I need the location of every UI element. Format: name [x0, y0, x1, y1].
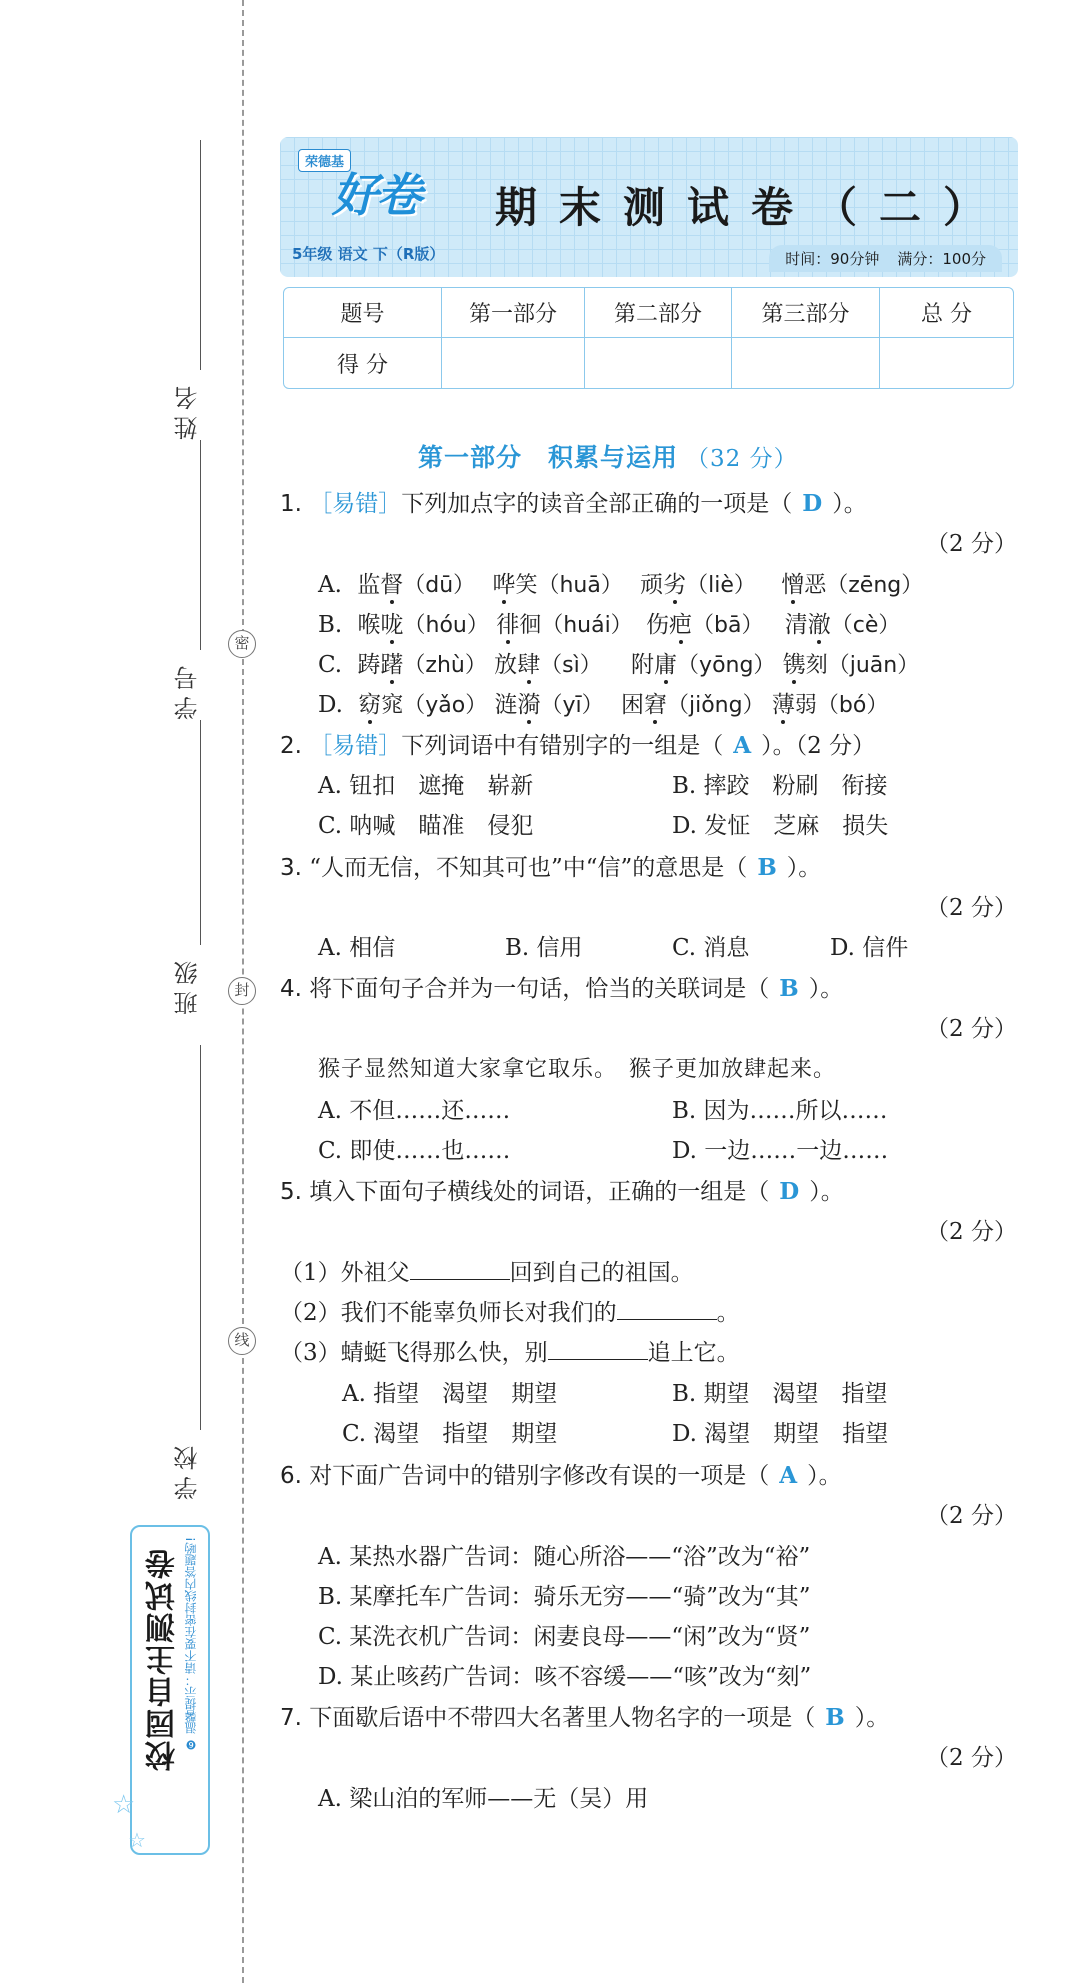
time-score-info: [769, 245, 1002, 272]
option-d: D. 一边……一边……: [672, 1138, 889, 1164]
pinyin: （yī）: [540, 693, 604, 718]
question-number: 5.: [280, 1179, 302, 1205]
option-a: A. 相信: [318, 935, 396, 961]
section-title-text: 第一部分 积累与运用: [418, 443, 679, 472]
fill-sentence-3: [280, 1334, 740, 1367]
option-char: 附: [631, 652, 655, 678]
question-end: ）。: [809, 1179, 844, 1205]
student-id-label: 学号: [174, 660, 202, 720]
fill-blank[interactable]: [617, 1300, 717, 1320]
pinyin: （dū）: [403, 573, 476, 598]
score-input-cell[interactable]: [442, 338, 585, 388]
question-end: ）。: [854, 1705, 890, 1731]
campus-title: 校园自主测试卷: [146, 1547, 181, 1771]
error-prone-tag: ［易错］: [309, 491, 402, 517]
question-stem: 将下面句子合并为一句话，恰当的关联词是（: [309, 976, 770, 1002]
score-input-cell[interactable]: [880, 338, 1013, 388]
pinyin: 笑（huā）: [515, 573, 623, 598]
option-letter: A.: [318, 572, 342, 598]
score-input-cell[interactable]: [732, 338, 880, 388]
error-prone-tag: ［易错］: [309, 733, 402, 759]
sentence-text: （1）外祖父: [280, 1260, 410, 1286]
question-number: 6.: [280, 1463, 302, 1489]
name-rule: [200, 140, 201, 370]
exam-header: [280, 137, 1018, 277]
table-cell: 题号: [284, 288, 442, 338]
option-b: B. 信用: [505, 935, 583, 961]
section-points: （32 分）: [686, 446, 798, 472]
school-rule: [200, 1045, 201, 1430]
option-c: C. 某洗衣机广告词：闲妻良母——“闲”改为“贤”: [318, 1624, 811, 1650]
question-stem: 下列词语中有错别字的一组是（: [401, 733, 724, 759]
sentence-text: （3）蜻蜓飞得那么快，别: [280, 1340, 548, 1366]
option-b: [318, 606, 900, 639]
option-char: 清: [784, 612, 808, 638]
dotted-char: 薄: [771, 692, 795, 718]
answer: A: [733, 732, 752, 759]
question-number: 3.: [280, 855, 302, 881]
dotted-char: 疤: [669, 612, 692, 638]
option-char: 监: [357, 572, 381, 598]
question-1: [280, 485, 867, 518]
dotted-char: 窘: [643, 692, 667, 718]
option-d: D. 发怔 芝麻 损失: [672, 813, 889, 839]
full-score: 满分：100分: [897, 250, 986, 268]
pinyin: 刻（juān）: [805, 653, 920, 678]
student-id-rule: [200, 440, 201, 650]
fill-blank[interactable]: [410, 1260, 510, 1280]
question-5: [280, 1173, 844, 1206]
option-b: B. 期望 渴望 指望: [672, 1381, 888, 1407]
seal-mark-xian: 线: [228, 1327, 256, 1355]
pinyin: 窕（yǎo）: [381, 693, 488, 718]
dotted-char: 哗: [492, 572, 516, 598]
option-d: D. 某止咳药广告词：咳不容缓——“咳”改为“刻”: [318, 1664, 812, 1690]
name-label: 姓名: [174, 380, 202, 440]
pinyin: （bā）: [692, 613, 764, 638]
campus-tip: ❻ 温馨提示：请不要在密封线内答题哟!: [184, 1537, 198, 1752]
option-letter: C.: [318, 652, 343, 678]
table-row: [284, 338, 1013, 388]
question-stem: 对下面广告词中的错别字修改有误的一项是（: [309, 1463, 770, 1489]
question-stem: 填入下面句子横线处的词语，正确的一组是（: [309, 1179, 770, 1205]
question-end: ）。: [832, 491, 867, 517]
brand-tag: 荣德基: [298, 149, 351, 172]
option-char: 放: [494, 652, 518, 678]
option-char: 踌: [357, 652, 381, 678]
question-points: （2 分）: [926, 895, 1017, 921]
option-b: B. 摔跤 粉刷 衔接: [672, 773, 888, 799]
question-end: ）。: [807, 1463, 842, 1489]
score-table: [283, 287, 1014, 389]
option-c: C. 即使……也……: [318, 1138, 511, 1164]
option-c: [318, 646, 919, 679]
dotted-char: 咙: [380, 612, 404, 638]
question-number: 1.: [280, 491, 302, 517]
option-d: D. 信件: [830, 935, 909, 961]
question-6: [280, 1457, 842, 1490]
dotted-char: 镌: [782, 652, 806, 678]
dotted-char: 澈: [807, 612, 831, 638]
option-char: 顽: [640, 572, 664, 598]
answer: B: [757, 854, 777, 881]
question-3: [280, 849, 821, 882]
question-end: ）。（2 分）: [761, 733, 876, 759]
question-end: ）。: [808, 976, 844, 1002]
grade-info: 5年级 语文 下（R版）: [292, 245, 445, 263]
question-2: [280, 727, 875, 760]
answer: B: [779, 975, 799, 1002]
question-number: 7.: [280, 1705, 302, 1731]
class-label: 班级: [174, 955, 202, 1015]
question-stem: 下列加点字的读音全部正确的一项是（: [401, 491, 793, 517]
dotted-char: 庸: [654, 652, 678, 678]
pinyin: （hóu）: [403, 613, 489, 638]
star-icon: ☆: [112, 1790, 136, 1820]
question-4: [280, 970, 843, 1003]
exam-title: 期末测试卷（二）: [495, 183, 1008, 232]
dotted-char: 漪: [517, 692, 541, 718]
option-letter: B.: [318, 612, 343, 638]
question-points: （2 分）: [926, 1745, 1017, 1771]
option-a: A. 钮扣 遮掩 崭新: [318, 773, 534, 799]
class-rule: [200, 720, 201, 945]
fill-blank[interactable]: [548, 1340, 648, 1360]
option-a: A. 某热水器广告词：随心所浴——“浴”改为“裕”: [318, 1544, 811, 1570]
option-a: A. 指望 渴望 期望: [342, 1381, 558, 1407]
option-b: B. 因为……所以……: [672, 1098, 888, 1124]
table-row: [284, 288, 1013, 338]
sentence-text: 回到自己的祖国。: [509, 1260, 694, 1286]
section-title: [418, 438, 798, 474]
table-cell: 第三部分: [732, 288, 880, 338]
fill-sentence-1: [280, 1254, 694, 1287]
star-icon: ☆: [128, 1828, 146, 1852]
pinyin: （jiǒng）: [666, 693, 765, 718]
answer: D: [779, 1178, 800, 1205]
question-end: ）。: [786, 855, 822, 881]
answer: D: [802, 490, 823, 517]
fill-sentence-2: [280, 1294, 740, 1327]
option-d: D. 渴望 期望 指望: [672, 1421, 889, 1447]
dotted-char: 督: [380, 572, 404, 598]
question-points: （2 分）: [926, 1016, 1017, 1042]
option-char: 伤: [646, 612, 669, 638]
score-input-cell[interactable]: [585, 338, 732, 388]
answer: B: [825, 1704, 845, 1731]
pinyin: （yōng）: [677, 653, 776, 678]
option-a: A. 梁山泊的军师——无（吴）用: [318, 1786, 649, 1812]
option-c: C. 消息: [672, 935, 750, 961]
sentence-text: 追上它。: [647, 1340, 740, 1366]
pinyin: （liè）: [686, 573, 756, 598]
exam-time: 时间：90分钟: [785, 250, 880, 268]
pinyin: （zhù）: [403, 653, 487, 678]
option-d: [318, 686, 888, 719]
seal-mark-mi: 密: [228, 630, 256, 658]
dotted-char: 徘: [496, 612, 520, 638]
brand-logo: 好卷: [332, 168, 420, 222]
dotted-char: 躇: [380, 652, 404, 678]
option-c: C. 呐喊 瞄准 侵犯: [318, 813, 534, 839]
question-points: （2 分）: [926, 1503, 1017, 1529]
option-char: 喉: [357, 612, 381, 638]
option-c: C. 渴望 指望 期望: [342, 1421, 558, 1447]
school-label: 学校: [174, 1440, 202, 1500]
sentence-text: 。: [716, 1300, 740, 1326]
question-number: 2.: [280, 733, 302, 759]
option-char: 困: [620, 692, 644, 718]
option-b: B. 某摩托车广告词：骑乐无穷——“骑”改为“其”: [318, 1584, 811, 1610]
question-stem: 下面歇后语中不带四大名著里人物名字的一项是（: [309, 1705, 816, 1731]
pinyin: 弱（bó）: [794, 693, 889, 718]
seal-mark-feng: 封: [228, 977, 256, 1005]
pinyin: 恶（zēng）: [804, 573, 924, 598]
option-char: 涟: [494, 692, 518, 718]
table-cell: 第二部分: [585, 288, 732, 338]
question-number: 4.: [280, 976, 302, 1002]
dotted-char: 憎: [781, 572, 805, 598]
question-7: [280, 1699, 889, 1732]
option-letter: D.: [318, 692, 343, 718]
dotted-char: 劣: [663, 572, 687, 598]
option-a: [318, 566, 923, 599]
pinyin: （cè）: [830, 613, 901, 638]
pinyin: （sì）: [540, 653, 602, 678]
question-stem: “人而无信，不知其可也”中“信”的意思是（: [309, 855, 748, 881]
campus-test-badge: [130, 1525, 210, 1855]
pinyin: 徊（huái）: [519, 613, 633, 638]
question-points: （2 分）: [926, 531, 1017, 557]
option-a: A. 不但……还……: [318, 1098, 511, 1124]
dotted-char: 窈: [358, 692, 382, 718]
dotted-char: 肆: [517, 652, 541, 678]
question-points: （2 分）: [926, 1219, 1017, 1245]
answer: A: [779, 1462, 798, 1489]
table-cell: 第一部分: [442, 288, 585, 338]
sentence-text: （2）我们不能辜负师长对我们的: [280, 1300, 617, 1326]
table-cell: 总 分: [880, 288, 1013, 338]
example-sentence: 猴子显然知道大家拿它取乐。 猴子更加放肆起来。: [318, 1057, 837, 1082]
table-cell: 得 分: [284, 338, 442, 388]
